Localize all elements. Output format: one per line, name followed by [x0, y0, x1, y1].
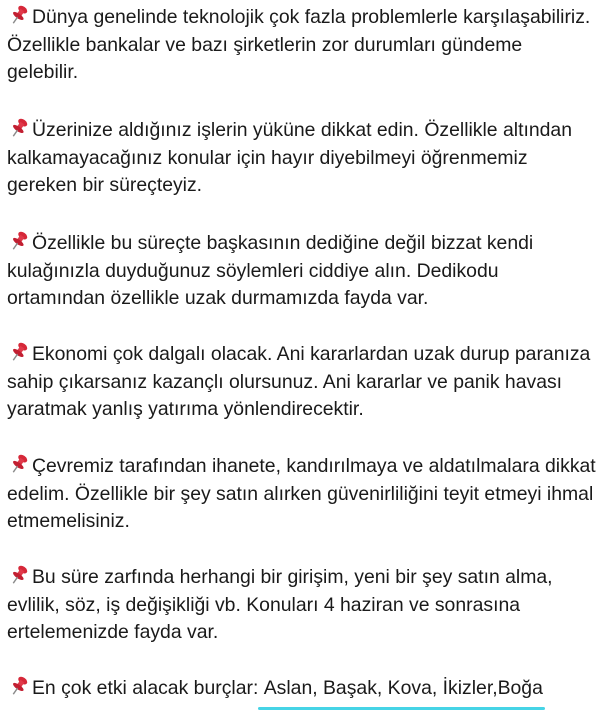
- pushpin-icon: [7, 564, 31, 586]
- highlight-underline: [258, 707, 545, 710]
- pushpin-icon: [7, 453, 31, 475]
- pushpin-icon: [7, 341, 31, 363]
- paragraph-1-text: Dünya genelinde teknolojik çok fazla problemlerle karşılaşabiliriz. Özellikle bankalar ve bazı şirketlerin zor durumları gündeme gelebilir.: [7, 6, 591, 83]
- paragraph-5: [7, 453, 597, 536]
- paragraph-4-text: Ekonomi çok dalgalı olacak. Ani kararlardan uzak durup paranıza sahip çıkarsanız kazançlı olursunuz. Ani kararlar ve panik havası yaratmak yanlış yatırıma yönlendirecektir.: [7, 343, 591, 420]
- paragraph-3-text: Özellikle bu süreçte başkasının dediğine değil bizzat kendi kulağınızla duyduğunuz söylemleri ciddiye alın. Dedikodu ortamından özellikle uzak durmamızda fayda var.: [7, 232, 534, 309]
- affected-signs-text: Aslan, Başak, Kova, İkizler,Boğa: [263, 677, 543, 699]
- paragraph-3: [7, 230, 597, 313]
- pushpin-icon: [7, 230, 31, 252]
- paragraph-1: [7, 4, 597, 87]
- pushpin-icon: [7, 675, 31, 697]
- paragraph-7: [7, 675, 543, 703]
- paragraph-2: [7, 117, 597, 200]
- paragraph-4: [7, 341, 597, 424]
- affected-signs-list: [264, 675, 543, 703]
- paragraph-6: [7, 564, 597, 647]
- affected-signs-label: En çok etki alacak burçlar:: [32, 677, 264, 699]
- pushpin-icon: [7, 117, 31, 139]
- paragraph-2-text: Üzerinize aldığınız işlerin yüküne dikkat edin. Özellikle altından kalkamayacağınız konular için hayır diyebilmeyi öğrenmemiz gereken bir süreçteyiz.: [7, 119, 572, 196]
- paragraph-5-text: Çevremiz tarafından ihanete, kandırılmaya ve aldatılmalara dikkat edelim. Özellikle bir şey satın alırken güvenirliliğini teyit etmeyi ihmal etmemelisiniz.: [7, 455, 596, 532]
- pushpin-icon: [7, 4, 31, 26]
- paragraph-6-text: Bu süre zarfında herhangi bir girişim, yeni bir şey satın alma, evlilik, söz, iş değişikliği vb. Konuları 4 haziran ve sonrasına ertelemenizde fayda var.: [7, 566, 553, 643]
